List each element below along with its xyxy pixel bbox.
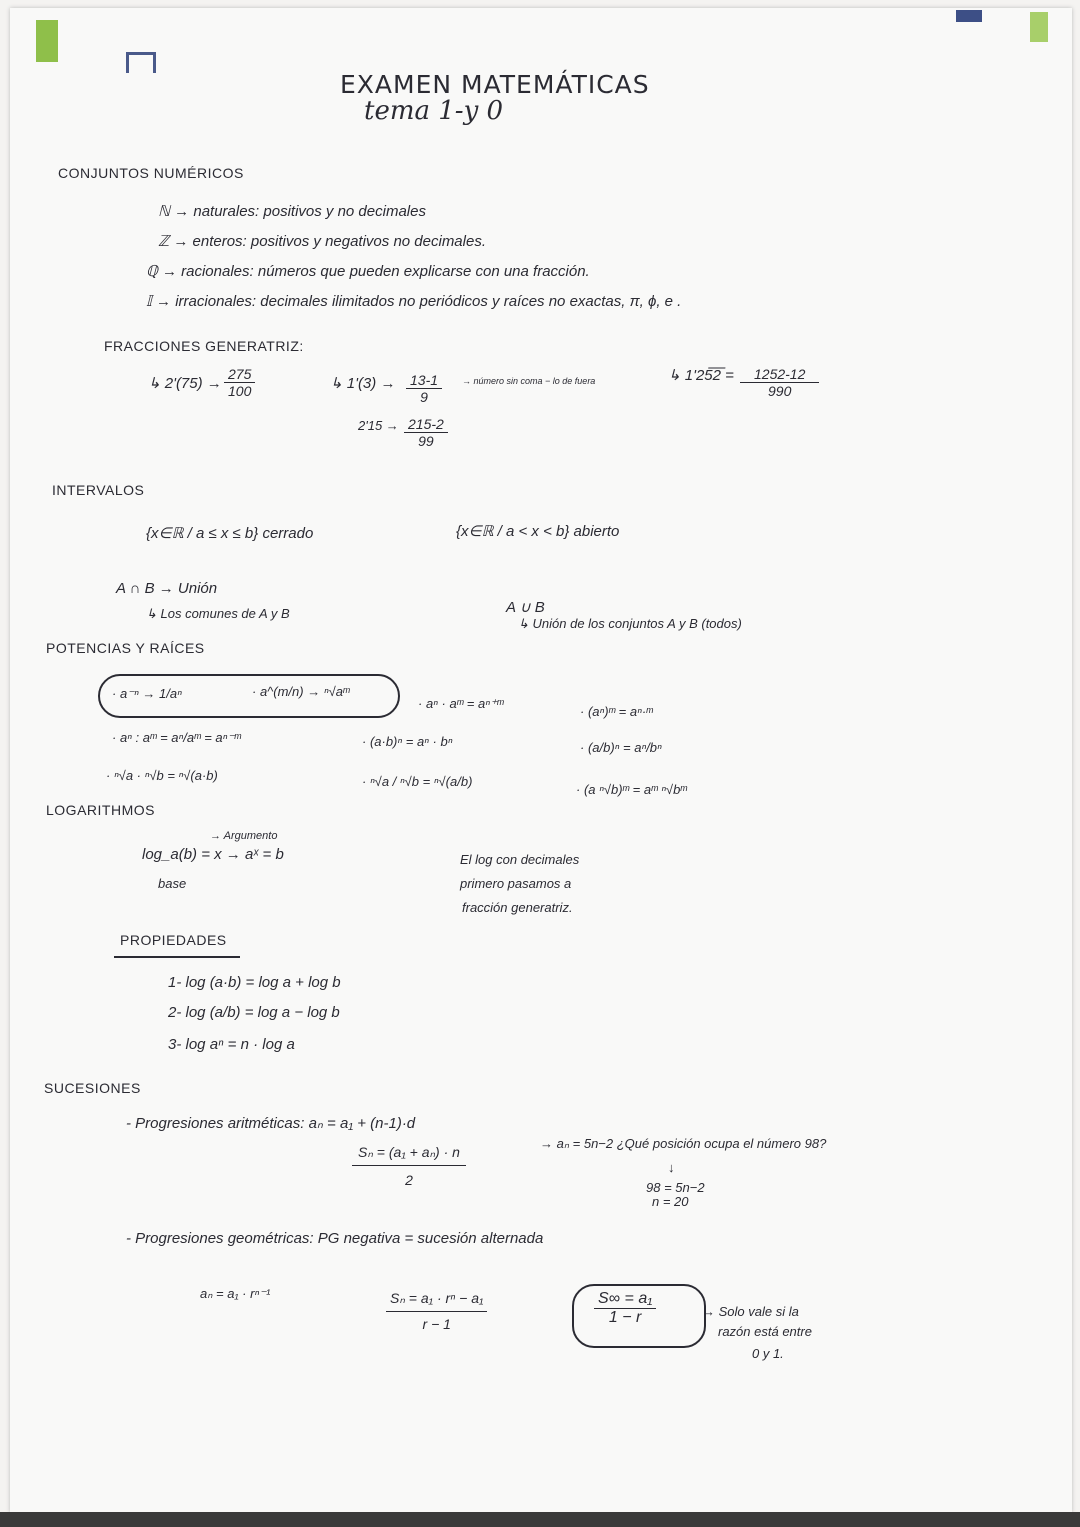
formula: · aⁿ · aᵐ = aⁿ⁺ᵐ: [418, 696, 504, 711]
geometric-sum: [386, 1290, 487, 1332]
numerator: 215-2: [404, 416, 448, 433]
section-heading-intervalos: INTERVALOS: [52, 482, 145, 498]
numerator: 13-1: [406, 372, 442, 389]
interval-open: {x∈ℝ / a < x < b} abierto: [456, 523, 620, 540]
log-note: primero pasamos a: [460, 876, 572, 891]
formula: · aⁿ : aᵐ = aⁿ/aᵐ = aⁿ⁻ᵐ: [112, 730, 241, 745]
section-heading-potencias: POTENCIAS Y RAÍCES: [46, 640, 205, 656]
log-property: 3- log aⁿ = n · log a: [168, 1036, 295, 1053]
binder-tab: [36, 20, 58, 62]
arithmetic-sum: [352, 1144, 466, 1188]
geo-note: 0 y 1.: [752, 1346, 784, 1361]
infinite-sum: [594, 1290, 656, 1327]
example-text: 2'15 →: [358, 418, 399, 433]
intersection: A ∩ B → Unión: [116, 580, 218, 597]
base-label: base: [158, 876, 187, 891]
annotation: → número sin coma − lo de fuera: [462, 376, 596, 386]
page-edge: [0, 1512, 1080, 1527]
geometric-progression: - Progresiones geométricas: PG negativa = sucesión alternada: [126, 1230, 544, 1247]
log-note: El log con decimales: [460, 852, 580, 867]
list-item: ℤ → enteros: positivos y negativos no decimales.: [158, 233, 486, 250]
fraction: [406, 372, 442, 405]
denominator: r − 1: [422, 1316, 451, 1332]
fraction: [740, 366, 819, 399]
numerator: Sₙ = a₁ · rⁿ − a₁: [386, 1290, 487, 1312]
formula: · (a ⁿ√b)ᵐ = aᵐ ⁿ√bᵐ: [576, 782, 687, 797]
denominator: 990: [768, 383, 792, 399]
fracciones-heading: FRACCIONES GENERATRIZ:: [104, 338, 304, 354]
arithmetic-progression: - Progresiones aritméticas: aₙ = a₁ + (n-1)·d: [126, 1115, 416, 1132]
list-item: ℕ → naturales: positivos y no decimales: [158, 203, 426, 220]
page-corner-mark: [126, 52, 156, 73]
intersection-desc: ↳ Los comunes de A y B: [146, 606, 290, 621]
example-text: ↳ 1'(3) →: [330, 375, 396, 392]
denominator: 2: [405, 1172, 413, 1188]
formula: · ⁿ√a · ⁿ√b = ⁿ√(a·b): [106, 768, 218, 783]
numerator: 1252-12: [740, 366, 819, 383]
formula: · (a/b)ⁿ = aⁿ/bⁿ: [580, 740, 662, 755]
denominator: 9: [420, 389, 428, 405]
numerator: Sₙ = (a₁ + aₙ) · n: [352, 1144, 466, 1166]
log-note: fracción generatriz.: [462, 900, 573, 915]
fraction: [404, 416, 448, 449]
geometric-term: aₙ = a₁ · rⁿ⁻¹: [200, 1286, 271, 1301]
propiedades-heading: PROPIEDADES: [120, 932, 227, 948]
formula: · a⁻ⁿ → 1/aⁿ: [112, 686, 182, 701]
example-text: ↳ 2'(75) →: [148, 375, 222, 392]
formula: · ⁿ√a / ⁿ√b = ⁿ√(a/b): [362, 774, 473, 789]
union: A ∪ B: [506, 599, 545, 616]
interval-closed: {x∈ℝ / a ≤ x ≤ b} cerrado: [146, 525, 314, 542]
log-property: 2- log (a/b) = log a − log b: [168, 1004, 340, 1021]
page-subtitle: tema 1-y 0: [364, 96, 504, 126]
page-title: EXAMEN MATEMÁTICAS: [340, 70, 650, 99]
section-heading-sucesiones: SUCESIONES: [44, 1080, 141, 1096]
example-step: n = 20: [652, 1194, 689, 1209]
example-text: ↳ 1'25̅2̅ =: [668, 367, 734, 384]
geo-note: → Solo vale si la: [702, 1304, 799, 1319]
section-heading-conjuntos: CONJUNTOS NUMÉRICOS: [58, 165, 244, 181]
binder-tab: [1030, 12, 1048, 42]
formula: · (aⁿ)ᵐ = aⁿ·ᵐ: [580, 704, 653, 719]
list-item: ℚ → racionales: números que pueden explicarse con una fracción.: [146, 263, 590, 280]
numerator: S∞ = a₁: [594, 1290, 656, 1309]
underline: [114, 956, 240, 958]
log-property: 1- log (a·b) = log a + log b: [168, 974, 341, 991]
denominator: 99: [418, 433, 434, 449]
union-desc: ↳ Unión de los conjuntos A y B (todos): [518, 616, 742, 631]
denominator: 1 − r: [608, 1309, 642, 1326]
formula: · (a·b)ⁿ = aⁿ · bⁿ: [362, 734, 453, 749]
page-corner-mark: [956, 10, 982, 22]
log-definition: log_a(b) = x → aˣ = b: [142, 846, 284, 863]
example-step: 98 = 5n−2: [646, 1180, 705, 1195]
denominator: 100: [228, 383, 252, 399]
arrow-down-icon: ↓: [668, 1160, 675, 1175]
numerator: 275: [224, 366, 255, 383]
list-item: 𝕀 → irracionales: decimales ilimitados no periódicos y raíces no exactas, π, ϕ, e .: [146, 293, 682, 310]
formula: · a^(m/n) → ⁿ√aᵐ: [252, 684, 350, 699]
geo-note: razón está entre: [718, 1324, 812, 1339]
example-question: → aₙ = 5n−2 ¿Qué posición ocupa el número 98?: [540, 1136, 827, 1151]
argument-label: → Argumento: [210, 830, 278, 842]
fraction: [224, 366, 255, 399]
section-heading-logaritmos: LOGARITHMOS: [46, 802, 155, 818]
